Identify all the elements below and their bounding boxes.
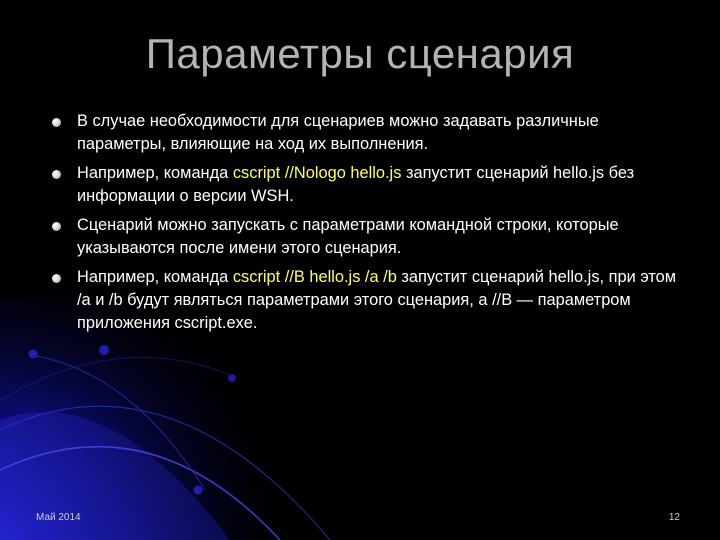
bullet-item — [50, 110, 690, 156]
page-number: 12 — [668, 512, 680, 523]
footer-date: Май 2014 — [36, 512, 81, 523]
bullet-text: Например, команда — [77, 164, 233, 182]
bullet-dot-icon — [52, 222, 61, 231]
slide-title: Параметры сценария — [145, 30, 575, 77]
bullet-dot-icon — [52, 274, 61, 283]
bullet-dot-icon — [52, 118, 61, 127]
command-highlight: cscript //Nologo hello.js — [232, 164, 402, 182]
bullet-item — [50, 214, 690, 260]
bullet-text: В случае необходимости для сценариев можно задавать различные параметры, влияющие на ход их выполнения. — [77, 112, 599, 153]
bullet-item — [50, 266, 690, 335]
bullet-text: Сценарий можно запускать с параметрами командной строки, которые указываются после имени этого сценария. — [77, 216, 619, 257]
bullet-text: запустит сценарий hello.js без информации о версии WSH. — [77, 164, 635, 205]
bullet-dot-icon — [52, 170, 61, 179]
bullet-list — [50, 110, 690, 341]
bullet-text: запустит сценарий hello.js, при этом /a и /b будут являться параметрами этого сценария, а //B — параметром приложения cscript.exe. — [77, 268, 677, 332]
bullet-text: Например, команда — [77, 268, 233, 286]
command-highlight: cscript //B hello.js /a /b — [232, 268, 397, 286]
bullet-item — [50, 162, 690, 208]
